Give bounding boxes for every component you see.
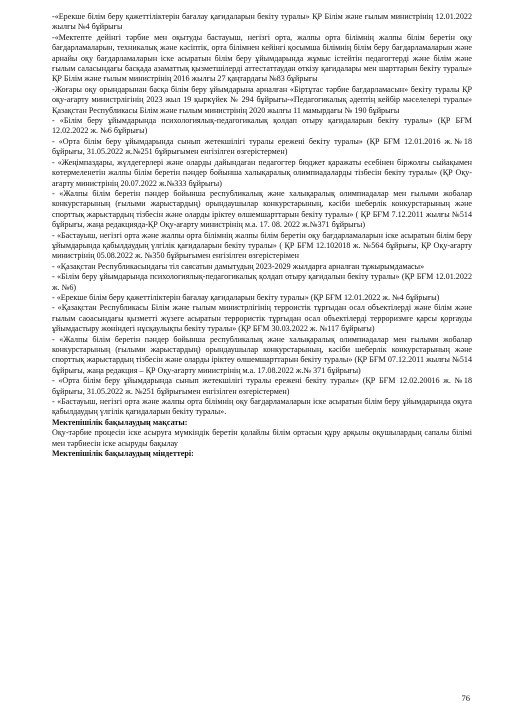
section-heading: Мектепішілік бақылаудың мақсаты: — [52, 417, 188, 427]
paragraph: - «Бастауыш, негізгі орта және жалпы орта білімнің оқу бағдарламаларын іске асыратын білім беру ұйымдарында оқуға қабылдаудың үлгілік қағидаларын бекіту туралы». — [52, 397, 472, 417]
paragraph: -«Ерекше білім беру қажеттіліктерін бағалау қағидаларын бекіту туралы» ҚР Білім және ғылым министрінің 12.01.2022 жылғы №4 бұйрығы — [52, 12, 472, 32]
paragraph: - «Білім беру ұйымдарында психологиялық-педагогикалық қолдап отыру қағидалын бекіту туралы» (ҚР БҒМ 12.01.2022 ж. №6) — [52, 272, 472, 292]
paragraph: - «Ерекше білім беру қажеттіліктерін бағалау қағидаларын бекіту туралы» (ҚР БҒМ 12.01.2022 ж. №4 бұйрығы) — [52, 292, 440, 302]
paragraph: - «Жалпы білім беретін пәндер бойынша республикалық және халықаралық олимпиадалар мен ғылыми жобалар конкурстарының (ғылыми жарыстардың) орындаушылар конкурстарының, кәсіби шеберлік конкурстарының және спорттық жарыстардың тізбесін және оларды іріктеу өлшемшарттарын бекіту туралы» ( ҚР БҒМ 7.12.2011 жылғы №514 бұйрығы, жаңа редакцияда-ҚР Оқу-ағарту министрінің м.а. 17. 08. 2022 ж.№371 бұйрығы) — [52, 188, 472, 230]
paragraph: Оқу-тәрбие процесін іске асыруға мүмкіндік беретін қолайлы білім ортасын құру арқылы оқушылардың сапалы білімі мен тәрбиесін іске асыруды бақылау — [52, 428, 472, 448]
paragraph: - «Қазақстан Республикасы Білім және ғылым министрлігінің терроистік тұрғыдан осал объектілерді және білім және ғылым саоасындағы қызметті жүзеге асыратын террористік тұрғыдан осал объектілерді терроризмге қарсы қорғауды ұйымдастыру жөніндегі нұсқаулықты бекіту туралы» (ҚР БҒМ 30.03.2022 ж. №117 бұйрығы) — [52, 303, 472, 334]
paragraph: -Жоғары оқу орындарынан басқа білім беру ұйымдарына арналған «Біртұтас тәрбие бағдарламасын» бекіту туралы ҚР оқу-ағарту министрлігінің 2023 жыл 19 қыркүйек № 294 бұйрығы-«Педагогикалық әдептің кейбір мәселелері туралы» Қазақстан Республикасы Білім және ғылым министрінің 2020 жылғы 11 мамырдағы № 190 бұйрығы — [52, 84, 472, 115]
paragraph: - «Жалпы білім беретін пәндер бойынша республикалық және халықаралық олимпиадалар мен ғылыми жобалар конкурстарының (ғылыми жарыстардың) орындаушылар конкурстарының, кәсіби шеберлік конкурстарының және спорттық жарыстардың тізбесін және оларды іріктеу өлшемшарттарын бекіту туралы» (ҚР БҒМ 07.12.2011 жылғы №514 бұйрығы, жаңа редакция – ҚР Оқу-ағарту министрінің м.а. 17.08.2022 ж.№ 371 бұйрығы) — [52, 334, 472, 375]
paragraph: - «Жеңімпаздары, жүлдегерлері және оларды дайындаған педагогтер бюджет қаражаты есебінен біржолғы сыйақымен көтермеленетін жалпы білім беретін пәндер бойынша халықаралық олимпиадаларды тізбесін бекіту туралы» (ҚР Оқу-ағарту министрінің 20.07.2022 ж.№333 бұйрығы) — [52, 157, 472, 188]
paragraph: - «Орта білім беру ұйымдарында сынып жетекшілігі туралы ережені бекіту туралы» (ҚР БҒМ 12.01.2016 ж.№18 бұйрығы, 31.05.2022 ж.№251 бұйрығымен енгізілген өзгерістермен) — [52, 136, 472, 157]
paragraph: - «Білім беру ұйымдарында психологиялық-педагогикалық қолдап отыру қағидаларын бекіту туралы» (ҚР БҒМ 12.02.2022 ж. №6 бұйрығы) — [52, 116, 472, 136]
section-heading: Мектепішілік бақылаудың міндеттері: — [52, 449, 194, 459]
paragraph: - «Бастауыш, негізгі орта және жалпы орта білімнің жалпы білім беретін оқу бағдарламаларын іске асыратын білім беру ұйымдарында қабылдаудың үлгілік қағидаларын бекіту туралы» ( ҚР БҒМ 12.102018 ж. №564 бұйрығы, ҚР Оқу-ағарту министрінің 05.08.2022 ж. №350 бұйрығымен енгізілген өзгерістерімен — [52, 230, 472, 261]
paragraph: - «Қазақстан Республикасындағы тіл саясатын дамытудың 2023-2029 жылдарға арналған тұжырымдамасы» — [52, 261, 425, 271]
paragraph: -«Мектепте дейінгі тәрбие мен оқытуды бастауыш, негізгі орта, жалпы орта білімнің жалпы білім беретін оқу бағдарламаларын, техникалық және кәсіптік, орта білімнен кейінгі қосымша білімнің білім беру бағдарламаларын және арнайы оқу бағдарламаларын іске асыратын білім беру ұйымдарында жұмыс істейтін педагогтерді және білім және ғылым саласындағы басқада азаматтық қызметшілерді аттестаттаудан өткізу қағидалары мен шарттарын бекіту туралы» ҚР Білім және ғылым министрінің 2016 жылғы 27 қаңтардағы №83 бұйрығы — [52, 32, 472, 84]
document-body — [52, 12, 472, 459]
page-number: 76 — [461, 693, 470, 703]
paragraph: - «Орта білім беру ұйымдарында сынып жетекшілігі туралы ережені бекіту туралы» (ҚР БҒМ 12.02.20016 ж. №18 бұйрығы, 31.05.2022 ж. №251 бұйрығымен енгізілген өзгерістермен) — [52, 376, 472, 396]
